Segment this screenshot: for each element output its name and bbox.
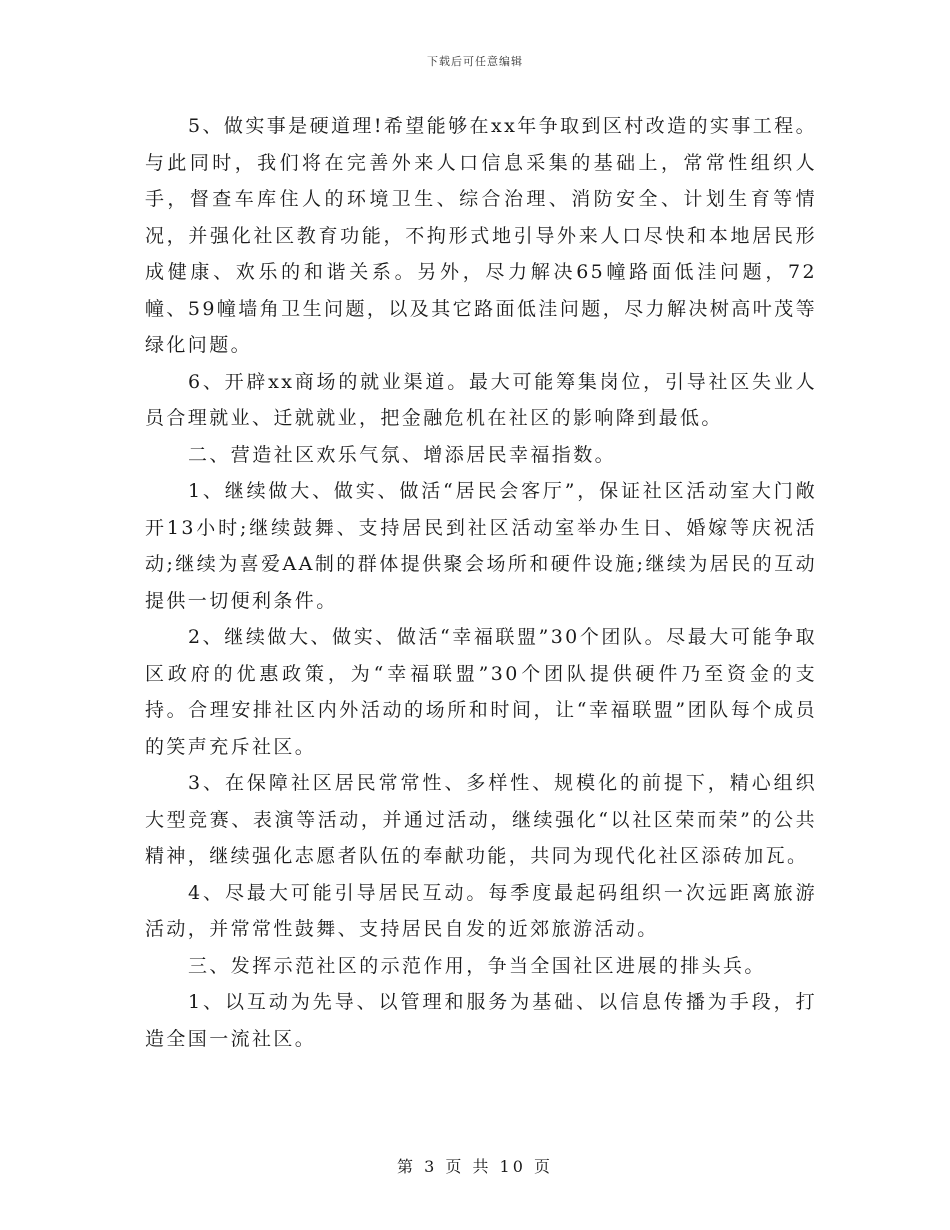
paragraph-item-2-2: 2、继续做大、做实、做活“幸福联盟”30个团队。尽最大可能争取区政府的优惠政策，为“幸福联盟”30个团队提供硬件乃至资金的支持。合理安排社区内外活动的场所和时间，让“幸福联盟”团队每个成员的笑声充斥社区。 xyxy=(145,626,817,758)
paragraph-item-2-4: 4、尽最大可能引导居民互动。每季度最起码组织一次远距离旅游活动，并常常性鼓舞、支持居民自发的近郊旅游活动。 xyxy=(145,881,817,940)
page-number: 第 3 页 共 10 页 xyxy=(397,1157,553,1176)
section-heading-2: 二、营造社区欢乐气氛、增添居民幸福指数。 xyxy=(188,443,617,466)
document-body xyxy=(145,108,817,1057)
paragraph-item-2-3: 3、在保障社区居民常常性、多样性、规模化的前提下，精心组织大型竞赛、表演等活动，并通过活动，继续强化“以社区荣而荣”的公共精神，继续强化志愿者队伍的奉献功能，共同为现代化社区添砖加瓦。 xyxy=(145,772,817,867)
paragraph-item-5: 5、做实事是硬道理!希望能够在xx年争取到区村改造的实事工程。与此同时，我们将在完善外来人口信息采集的基础上，常常性组织人手，督查车库住人的环境卫生、综合治理、消防安全、计划生育等情况，并强化社区教育功能，不拘形式地引导外来人口尽快和本地居民形成健康、欢乐的和谐关系。另外，尽力解决65幢路面低洼问题，72幢、59幢墙角卫生问题，以及其它路面低洼问题，尽力解决树高叶茂等绿化问题。 xyxy=(145,115,817,356)
page-header: 下载后可任意编辑 xyxy=(427,55,523,68)
section-heading-3: 三、发挥示范社区的示范作用，争当全国社区进展的排头兵。 xyxy=(188,954,766,977)
paragraph-item-6: 6、开辟xx商场的就业渠道。最大可能筹集岗位，引导社区失业人员合理就业、迁就就业，把金融危机在社区的影响降到最低。 xyxy=(145,370,817,429)
paragraph-item-2-1: 1、继续做大、做实、做活“居民会客厅”，保证社区活动室大门敞开13小时;继续鼓舞、支持居民到社区活动室举办生日、婚嫁等庆祝活动;继续为喜爱AA制的群体提供聚会场所和硬件设施;继续为居民的互动提供一切便利条件。 xyxy=(145,480,817,612)
paragraph-item-3-1: 1、以互动为先导、以管理和服务为基础、以信息传播为手段，打造全国一流社区。 xyxy=(145,991,817,1050)
